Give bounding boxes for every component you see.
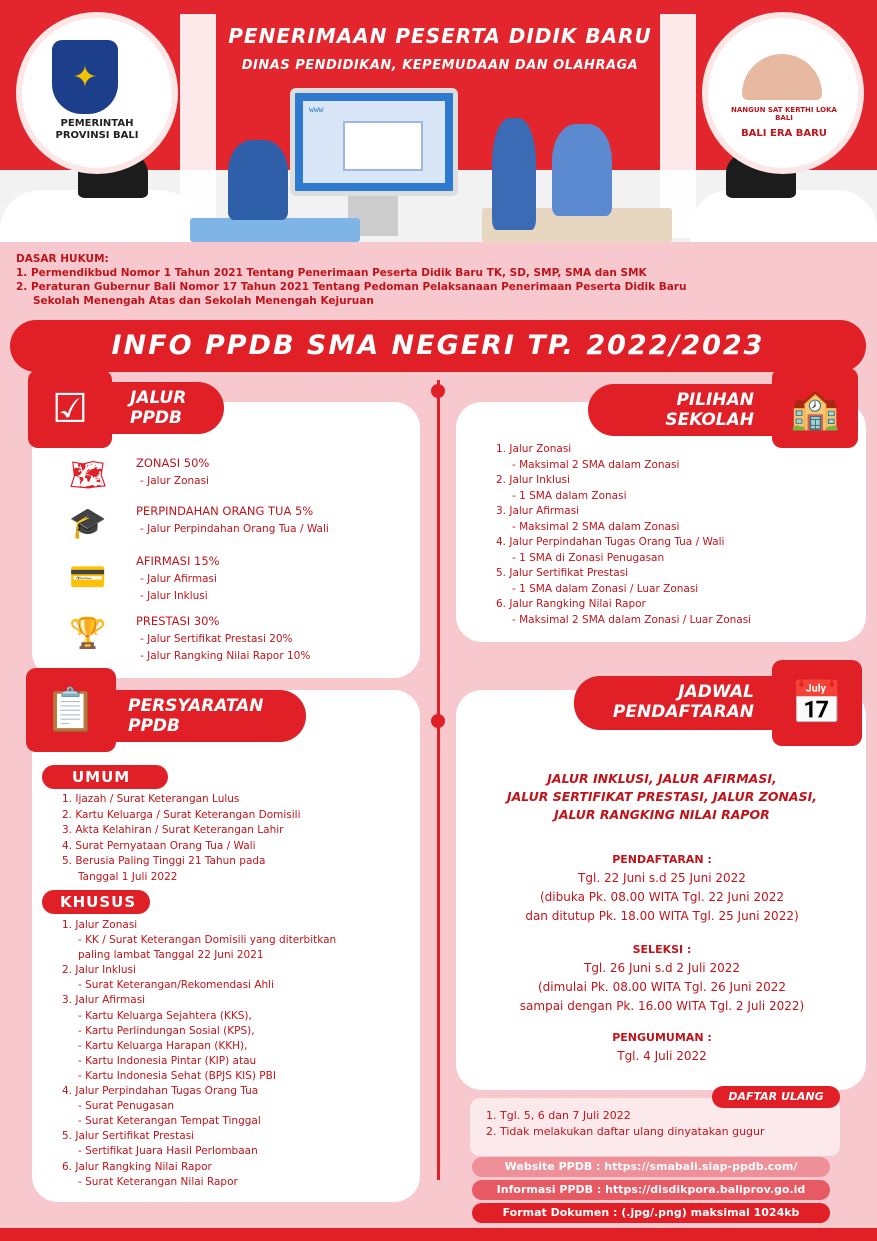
seleksi-line: (dimulai Pk. 08.00 WITA Tgl. 26 Juni 2022 [537, 980, 786, 994]
pengumuman-label: PENGUMUMAN : [612, 1031, 712, 1044]
jalur-item-sub: - Jalur Perpindahan Orang Tua / Wali [140, 523, 329, 535]
calendar-clock-icon: 📅 [772, 660, 862, 746]
map-icon: 🗺 [68, 458, 108, 493]
pilihan-item: - 1 SMA di Zonasi Penugasan [512, 551, 665, 564]
jalur-item [136, 504, 406, 535]
khusus-item: - Sertifikat Juara Hasil Perlombaan [78, 1145, 258, 1158]
pengumuman-line: Tgl. 4 Juli 2022 [617, 1049, 707, 1063]
trophy-icon: 🏆 [69, 616, 107, 651]
jalur-item-sub: - Jalur Zonasi [140, 475, 209, 487]
pendaftaran-line: dan ditutup Pk. 18.00 WITA Tgl. 25 Juni 2022) [525, 909, 799, 923]
bali-emblem-icon: ✦ [52, 40, 118, 114]
legal-item: 2. Peraturan Gubernur Bali Nomor 17 Tahun 2021 Tentang Pedoman Pelaksanaan Penerimaan Peserta Didik Baru [16, 281, 687, 293]
pilihan-item: 4. Jalur Perpindahan Tugas Orang Tua / Wali [496, 536, 725, 548]
pilihan-item: - 1 SMA dalam Zonasi [512, 489, 627, 502]
pilihan-item: - Maksimal 2 SMA dalam Zonasi [512, 520, 680, 533]
divider-dot [431, 714, 445, 728]
jalur-tag [112, 382, 224, 434]
seleksi-block [460, 940, 864, 1016]
website-link[interactable]: Website PPDB : https://smabali.siap-ppdb.com/ [472, 1157, 830, 1177]
seleksi-line: sampai dengan Pk. 16.00 WITA Tgl. 2 Juli 2022) [519, 999, 805, 1013]
student-sitting-illustration [228, 140, 288, 220]
jadwal-tag-line: JADWAL [678, 682, 754, 702]
pendaftaran-block [460, 850, 864, 926]
khusus-item: 4. Jalur Perpindahan Tugas Orang Tua [62, 1085, 259, 1098]
jalur-item-title: AFIRMASI 15% [136, 554, 220, 568]
khusus-list [62, 918, 412, 1190]
info-banner: INFO PPDB SMA NEGERI TP. 2022/2023 [10, 320, 866, 372]
pilihan-item: 3. Jalur Afirmasi [496, 505, 580, 517]
khusus-item: - Surat Keterangan Tempat Tinggal [78, 1115, 261, 1128]
jalur-item-sub: - Jalur Rangking Nilai Rapor 10% [140, 650, 311, 662]
khusus-item: 1. Jalur Zonasi [62, 919, 138, 931]
pilihan-item: - Maksimal 2 SMA dalam Zonasi [512, 458, 680, 471]
jadwal-jalur-line: JALUR INKLUSI, JALUR AFIRMASI, [547, 771, 777, 786]
page-subtitle: DINAS PENDIDIKAN, KEPEMUDAAN DAN OLAHRAGA [241, 58, 639, 73]
jalur-tag-line: PPDB [130, 408, 182, 428]
umum-item: Tanggal 1 Juli 2022 [78, 870, 178, 883]
umum-item: 3. Akta Kelahiran / Surat Keterangan Lahir [62, 824, 284, 836]
jalur-item-title: PERPINDAHAN ORANG TUA 5% [136, 504, 314, 518]
khusus-item: - Surat Keterangan Nilai Rapor [78, 1175, 238, 1188]
pilihan-item: 6. Jalur Rangking Nilai Rapor [496, 598, 646, 610]
student-walking-illustration [492, 118, 536, 230]
jalur-item [136, 614, 406, 662]
persyaratan-tag-line: PPDB [128, 716, 180, 736]
umum-item: 2. Kartu Keluarga / Surat Keterangan Domisili [62, 808, 301, 821]
jalur-item-sub: - Jalur Afirmasi [140, 573, 217, 585]
legal-heading: DASAR HUKUM: [16, 253, 109, 265]
khusus-item: - KK / Surat Keterangan Domisili yang diterbitkan [78, 934, 337, 947]
umum-item: 5. Berusia Paling Tinggi 21 Tahun pada [62, 855, 266, 867]
checklist-icon: ☑ [28, 370, 112, 448]
page-title: PENERIMAAN PESERTA DIDIK BARU [228, 24, 652, 48]
pendaftaran-line: Tgl. 22 Juni s.d 25 Juni 2022 [578, 871, 746, 885]
graduation-cap-icon: 🎓 [69, 506, 107, 541]
bottom-band [0, 1228, 877, 1241]
daftar-ulang-item: 1. Tgl. 5, 6 dan 7 Juli 2022 [486, 1109, 631, 1122]
pilihan-tag [588, 384, 772, 436]
jadwal-tag [574, 676, 772, 730]
pilihan-tag-line: PILIHAN [676, 390, 754, 410]
persyaratan-tag-line: PERSYARATAN [128, 696, 264, 716]
student-laptop-illustration [552, 124, 612, 216]
khusus-item: - Kartu Indonesia Sehat (BPJS KIS) PBI [78, 1069, 276, 1082]
jalur-item-sub: - Jalur Sertifikat Prestasi 20% [140, 633, 293, 645]
persyaratan-tag [116, 690, 306, 742]
khusus-item: - Kartu Keluarga Harapan (KKH), [78, 1039, 248, 1052]
jalur-item-title: ZONASI 50% [136, 456, 210, 470]
info-link[interactable]: Informasi PPDB : https://disdikpora.baliprov.go.id [472, 1180, 830, 1200]
pilihan-list [496, 442, 856, 628]
right-tagline: NANGUN SAT KERTHI LOKA BALI [731, 106, 837, 122]
pilihan-item: 5. Jalur Sertifikat Prestasi [496, 567, 629, 579]
right-brand: BALI ERA BARU [741, 128, 827, 139]
pengumuman-block [460, 1028, 864, 1066]
seleksi-label: SELEKSI : [632, 943, 692, 956]
id-card-icon: 💳 [69, 560, 107, 595]
daftar-ulang-label: DAFTAR ULANG [712, 1086, 840, 1108]
gov-label: PEMERINTAH PROVINSI BALI [55, 118, 139, 141]
jalur-tag-line: JALUR [130, 388, 187, 408]
pendaftaran-label: PENDAFTARAN : [612, 853, 712, 866]
legal-item: 1. Permendikbud Nomor 1 Tahun 2021 Tentang Penerimaan Peserta Didik Baru TK, SD, SMP, SMA dan SMK [16, 267, 647, 279]
khusus-label: KHUSUS [42, 890, 150, 914]
umum-item: 1. Ijazah / Surat Keterangan Lulus [62, 793, 240, 805]
umum-list [62, 792, 412, 885]
legal-item: Sekolah Menengah Atas dan Sekolah Menengah Kejuruan [33, 295, 374, 307]
monitor-illustration [290, 88, 458, 196]
legal-basis [16, 252, 866, 308]
jadwal-jalur-lines [460, 770, 864, 824]
pendaftaran-line: (dibuka Pk. 08.00 WITA Tgl. 22 Juni 2022 [539, 890, 784, 904]
khusus-item: - Surat Keterangan/Rekomendasi Ahli [78, 979, 275, 992]
jalur-item-title: PRESTASI 30% [136, 614, 220, 628]
jalur-item [136, 554, 406, 602]
khusus-item: 5. Jalur Sertifikat Prestasi [62, 1130, 195, 1143]
khusus-item: 3. Jalur Afirmasi [62, 994, 146, 1007]
umum-item: 4. Surat Pernyataan Orang Tua / Wali [62, 839, 256, 852]
pilihan-item: - Maksimal 2 SMA dalam Zonasi / Luar Zonasi [512, 613, 752, 626]
jadwal-jalur-line: JALUR SERTIFIKAT PRESTASI, JALUR ZONASI, [506, 789, 818, 804]
jalur-item [136, 456, 406, 487]
khusus-item: - Kartu Perlindungan Sosial (KPS), [78, 1024, 255, 1037]
jadwal-tag-line: PENDAFTARAN [612, 702, 754, 722]
pilihan-tag-line: SEKOLAH [665, 410, 754, 430]
umum-label: UMUM [42, 765, 168, 789]
pilihan-item: 2. Jalur Inklusi [496, 474, 570, 486]
jadwal-jalur-line: JALUR RANGKING NILAI RAPOR [554, 807, 770, 822]
divider-dot [431, 384, 445, 398]
khusus-item: - Kartu Keluarga Sejahtera (KKS), [78, 1009, 252, 1022]
center-divider [437, 380, 440, 1180]
monitor-url: www [309, 105, 324, 114]
seleksi-line: Tgl. 26 Juni s.d 2 Juli 2022 [583, 961, 740, 975]
jalur-item-sub: - Jalur Inklusi [140, 590, 208, 602]
books-left-illustration [190, 218, 360, 242]
khusus-item: - Kartu Indonesia Pintar (KIP) atau [78, 1054, 257, 1067]
khusus-item: 2. Jalur Inklusi [62, 964, 136, 977]
khusus-item: paling lambat Tanggal 22 Juni 2021 [78, 949, 264, 962]
clipboard-pen-icon: 📋 [26, 668, 116, 752]
daftar-ulang-item: 2. Tidak melakukan daftar ulang dinyatakan gugur [486, 1125, 765, 1138]
daftar-ulang-list [486, 1108, 836, 1140]
pilihan-item: - 1 SMA dalam Zonasi / Luar Zonasi [512, 582, 699, 595]
khusus-item: - Surat Penugasan [78, 1100, 175, 1113]
format-note: Format Dokumen : (.jpg/.png) maksimal 1024kb [472, 1203, 830, 1223]
khusus-item: 6. Jalur Rangking Nilai Rapor [62, 1160, 212, 1173]
pilihan-item: 1. Jalur Zonasi [496, 443, 572, 455]
school-icon: 🏫 [772, 368, 858, 448]
